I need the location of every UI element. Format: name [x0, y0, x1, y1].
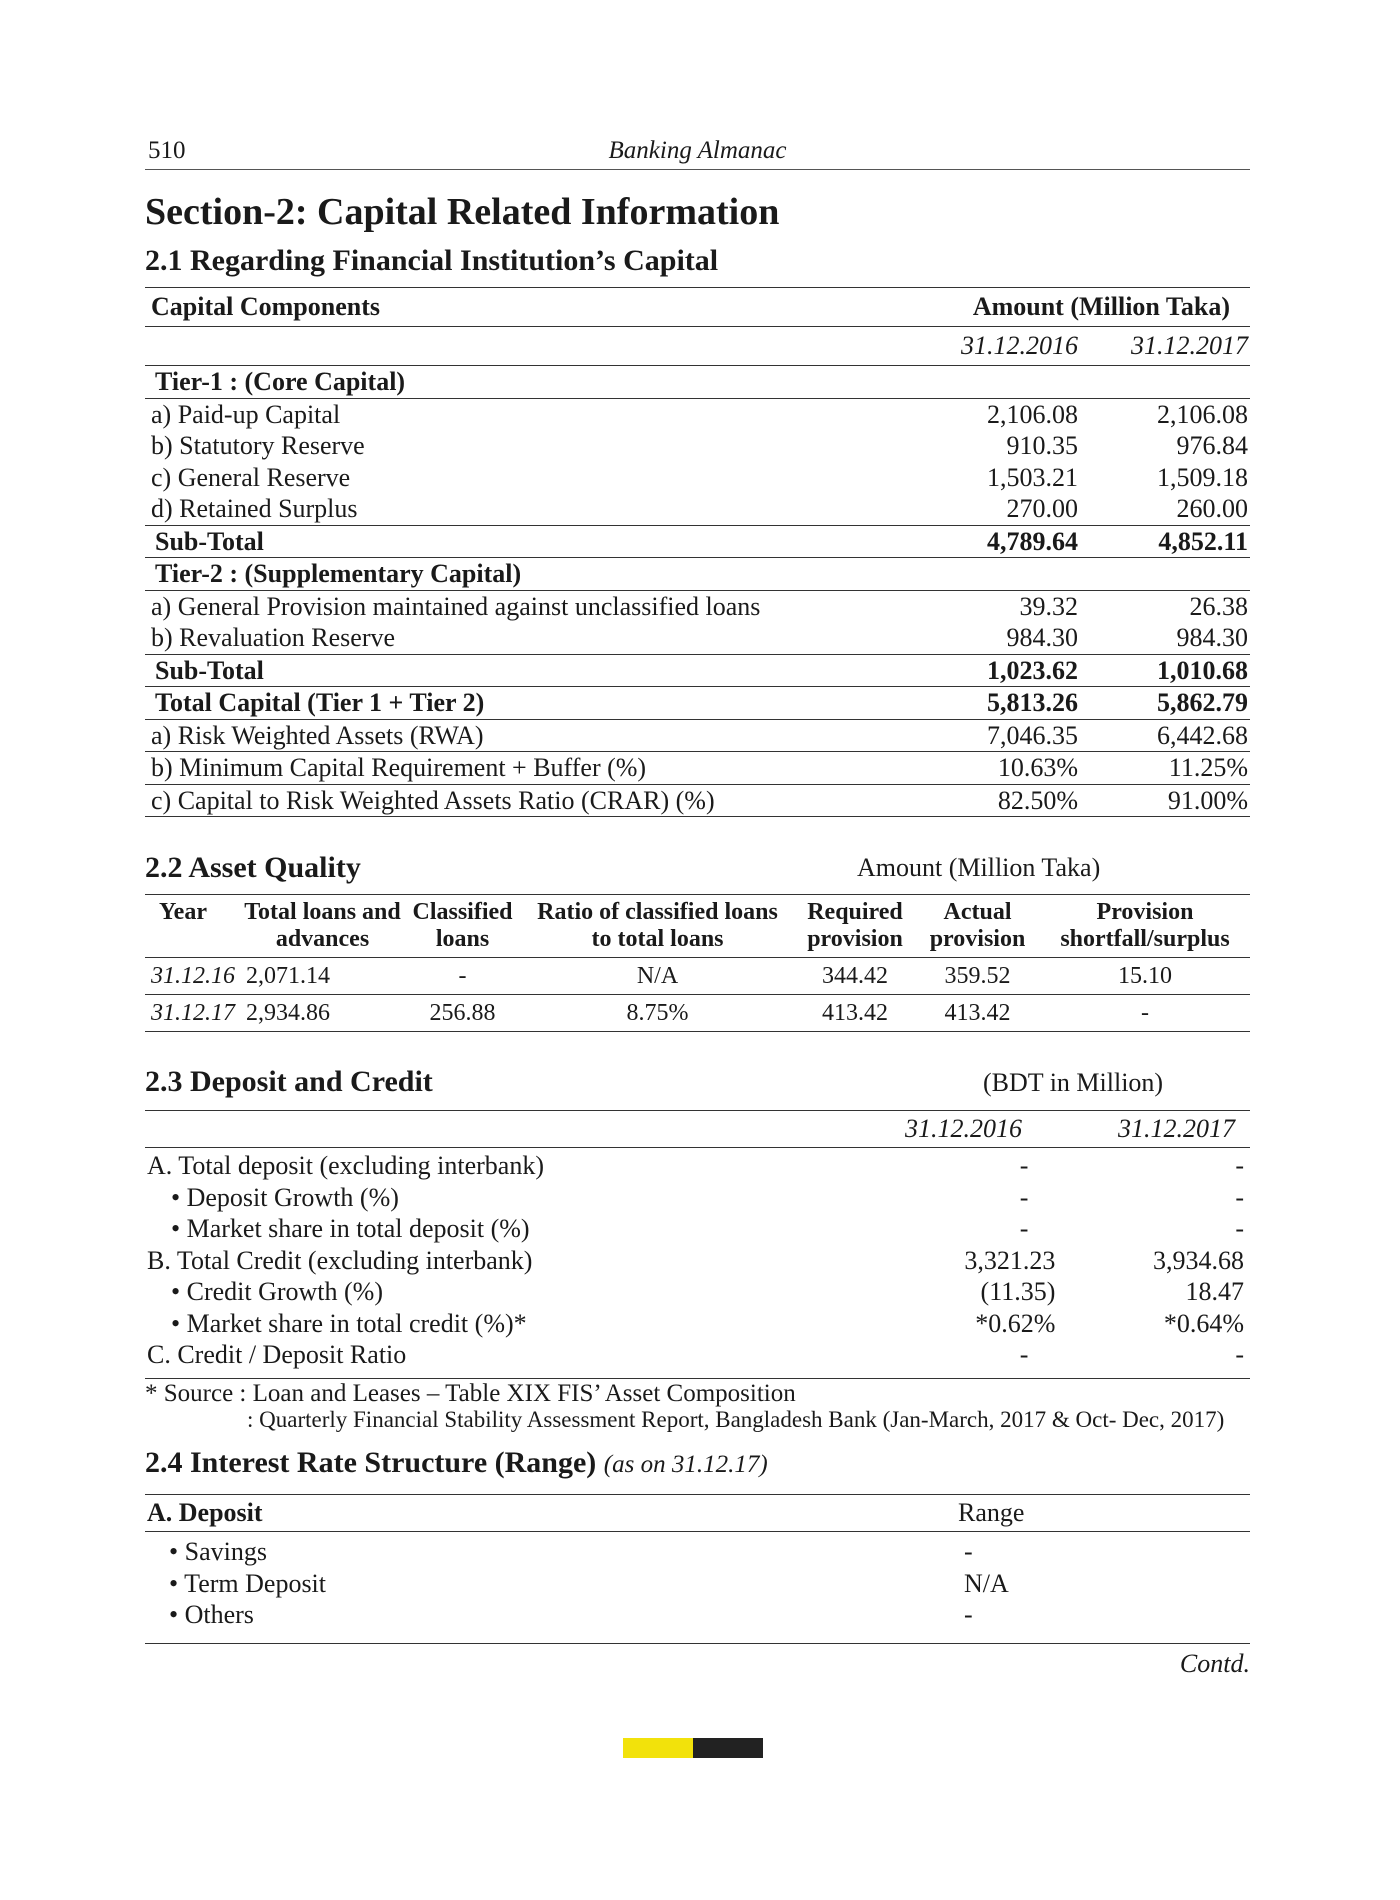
dc-value-2017: *0.64% [1163, 1308, 1244, 1338]
ratio-rows [145, 719, 1250, 817]
capital-table [145, 287, 1250, 817]
deposit-credit-row [145, 1308, 1250, 1340]
ratio-row [145, 719, 1250, 752]
deposit-credit-row [145, 1150, 1250, 1182]
aq-classified: 256.88 [405, 995, 520, 1032]
tier1-row [145, 462, 1250, 494]
dc-label: • Deposit Growth (%) [171, 1182, 399, 1212]
asset-quality-table [145, 894, 1250, 1032]
asset-quality-row [145, 958, 1250, 995]
aq-ratio: 8.75% [520, 995, 795, 1032]
dc-value-2016: - [1019, 1214, 1029, 1244]
interest-rate-row [145, 1568, 1250, 1600]
tier2-label: Tier-2 : (Supplementary Capital) [145, 558, 915, 591]
dc-value-2016: - [1019, 1182, 1029, 1212]
dc-label: • Market share in total credit (%)* [171, 1308, 527, 1338]
dc-label: A. Total deposit (excluding interbank) [147, 1151, 544, 1181]
asset-quality-row [145, 995, 1250, 1032]
source-note-line1: * Source : Loan and Leases – Table XIX FIS’ Asset Composition [145, 1380, 796, 1407]
aq-year: 31.12.17 [145, 995, 240, 1032]
aq-ratio: N/A [520, 958, 795, 995]
ratio-label: b) Minimum Capital Requirement + Buffer (%) [145, 752, 915, 785]
deposit-credit-row [145, 1339, 1250, 1371]
interest-rate-note: (as on 31.12.17) [603, 1451, 768, 1478]
aq-col-classified: Classified loans [405, 895, 520, 958]
ratio-value-2016: 7,046.35 [915, 719, 1080, 752]
aq-col-year: Year [145, 895, 240, 958]
ir-label: • Savings [169, 1537, 267, 1567]
interest-rate-heading: 2.4 Interest Rate Structure (Range) (as on 31.12.17) [145, 1446, 768, 1479]
tier2-label: b) Revaluation Reserve [145, 622, 915, 654]
ir-label: • Others [169, 1600, 254, 1630]
dc-value-2017: - [1235, 1151, 1244, 1181]
tier1-value-2017: 2,106.08 [1157, 399, 1248, 429]
total-capital-2017: 5,862.79 [1080, 687, 1250, 720]
aq-loans: 2,071.14 [240, 958, 405, 995]
ratio-label: c) Capital to Risk Weighted Assets Ratio (CRAR) (%) [145, 784, 915, 817]
ir-label: • Term Deposit [169, 1568, 327, 1598]
tier1-value-2016: 1,503.21 [987, 462, 1078, 492]
dc-value-2016: 3,321.23 [964, 1245, 1056, 1275]
tier1-rows [145, 398, 1250, 525]
dc-label: B. Total Credit (excluding interbank) [147, 1245, 533, 1275]
ratio-value-2016: 82.50% [915, 784, 1080, 817]
page-number: 510 [148, 137, 186, 164]
aq-actual: 359.52 [915, 958, 1040, 995]
tier1-label: d) Retained Surplus [145, 493, 915, 525]
footer-bar-yellow [623, 1738, 693, 1758]
tier1-value-2016: 910.35 [1006, 431, 1078, 461]
capital-date-2017: 31.12.2017 [1080, 327, 1250, 366]
aq-shortfall: - [1040, 995, 1250, 1032]
deposit-credit-row [145, 1182, 1250, 1214]
tier2-value-2016: 39.32 [1019, 591, 1078, 621]
dc-label: C. Credit / Deposit Ratio [147, 1340, 407, 1370]
aq-required: 413.42 [795, 995, 915, 1032]
ratio-row [145, 784, 1250, 817]
dc-value-2017: 18.47 [1185, 1277, 1244, 1307]
tier1-subtotal-2017: 4,852.11 [1080, 525, 1250, 558]
tier2-subtotal-2016: 1,023.62 [915, 654, 1080, 687]
tier1-label: Tier-1 : (Core Capital) [145, 366, 915, 399]
tier1-label: a) Paid-up Capital [151, 399, 341, 429]
tier1-subtotal-label: Sub-Total [145, 525, 915, 558]
dc-value-2017: 3,934.68 [1153, 1245, 1244, 1275]
aq-classified: - [405, 958, 520, 995]
ir-col-deposit: A. Deposit [147, 1498, 263, 1527]
ratio-row [145, 752, 1250, 785]
aq-col-ratio: Ratio of classified loans to total loans [520, 895, 795, 958]
ir-range: - [964, 1600, 973, 1630]
aq-year: 31.12.16 [145, 958, 240, 995]
tier1-row [145, 493, 1250, 525]
deposit-credit-date-header [145, 1110, 1250, 1148]
tier1-row [145, 398, 1250, 430]
interest-rate-row [145, 1599, 1250, 1631]
aq-actual: 413.42 [915, 995, 1040, 1032]
dc-value-2017: - [1235, 1340, 1244, 1370]
tier1-value-2017: 976.84 [1176, 431, 1248, 461]
deposit-credit-heading: 2.3 Deposit and Credit [145, 1065, 433, 1098]
tier2-value-2017: 984.30 [1080, 622, 1250, 654]
dc-value-2016: - [1019, 1151, 1029, 1181]
tier1-value-2016: 270.00 [915, 493, 1080, 525]
tier2-label: a) General Provision maintained against unclassified loans [151, 591, 761, 621]
running-header [145, 135, 1250, 170]
tier1-value-2017: 1,509.18 [1157, 462, 1248, 492]
deposit-credit-rows [145, 1150, 1250, 1371]
asset-quality-rows [145, 958, 1250, 1032]
tier2-rows [145, 590, 1250, 654]
ratio-value-2017: 11.25% [1080, 752, 1250, 785]
deposit-credit-unit: (BDT in Million) [983, 1068, 1164, 1097]
dc-label: • Market share in total deposit (%) [171, 1214, 530, 1244]
section-title: Section-2: Capital Related Information [145, 191, 780, 233]
interest-rate-header [145, 1494, 1250, 1532]
aq-col-actual: Actual provision [915, 895, 1040, 958]
capital-date-2016: 31.12.2016 [915, 327, 1080, 366]
interest-rate-table [145, 1536, 1250, 1631]
interest-rate-row [145, 1536, 1250, 1568]
aq-required: 344.42 [795, 958, 915, 995]
deposit-credit-row [145, 1276, 1250, 1308]
dc-label: • Credit Growth (%) [171, 1277, 383, 1307]
dc-value-2017: - [1235, 1214, 1244, 1244]
contd-label: Contd. [1179, 1649, 1250, 1678]
tier1-label: c) General Reserve [151, 462, 351, 492]
tier2-subtotal-2017: 1,010.68 [1080, 654, 1250, 687]
dc-value-2016: - [1019, 1340, 1029, 1370]
ir-range: - [964, 1537, 973, 1567]
aq-shortfall: 15.10 [1040, 958, 1250, 995]
tier2-subtotal-label: Sub-Total [145, 654, 915, 687]
aq-col-loans: Total loans and advances [240, 895, 405, 958]
asset-quality-heading: 2.2 Asset Quality [145, 851, 361, 884]
deposit-credit-row [145, 1213, 1250, 1245]
dc-date-2016: 31.12.2016 [905, 1114, 1022, 1143]
aq-col-required: Required provision [795, 895, 915, 958]
source-note-line2: : Quarterly Financial Stability Assessment Report, Bangladesh Bank (Jan-March, 2017 & Oct- Dec, 2017) [247, 1407, 1225, 1432]
ir-col-range: Range [958, 1498, 1025, 1527]
tier1-subtotal-2016: 4,789.64 [915, 525, 1080, 558]
running-title: Banking Almanac [608, 137, 787, 164]
tier1-row [145, 430, 1250, 462]
ir-range: N/A [964, 1568, 1009, 1598]
interest-rate-rows [145, 1536, 1250, 1631]
ratio-value-2017: 91.00% [1080, 784, 1250, 817]
capital-heading: 2.1 Regarding Financial Institution’s Capital [145, 244, 719, 277]
dc-date-2017: 31.12.2017 [1118, 1114, 1235, 1143]
dc-value-2017: - [1235, 1182, 1244, 1212]
total-capital-2016: 5,813.26 [915, 687, 1080, 720]
total-capital-label: Total Capital (Tier 1 + Tier 2) [145, 687, 915, 720]
tier2-value-2017: 26.38 [1189, 591, 1248, 621]
capital-amount-header: Amount (Million Taka) [915, 288, 1250, 327]
ratio-value-2016: 10.63% [915, 752, 1080, 785]
ratio-label: a) Risk Weighted Assets (RWA) [145, 719, 915, 752]
capital-components-header: Capital Components [145, 288, 915, 327]
dc-value-2016: *0.62% [975, 1308, 1056, 1338]
tier1-value-2016: 2,106.08 [987, 399, 1078, 429]
aq-loans: 2,934.86 [240, 995, 405, 1032]
footer-bar-black [693, 1738, 763, 1758]
deposit-credit-table [145, 1150, 1250, 1371]
dc-value-2016: (11.35) [980, 1277, 1056, 1307]
tier2-row [145, 622, 1250, 654]
aq-col-shortfall: Provision shortfall/surplus [1040, 895, 1250, 958]
deposit-credit-bottom-rule [145, 1378, 1250, 1379]
interest-rate-bottom-rule [145, 1643, 1250, 1644]
asset-quality-unit: Amount (Million Taka) [857, 853, 1101, 882]
deposit-credit-row [145, 1245, 1250, 1277]
tier2-value-2016: 984.30 [915, 622, 1080, 654]
tier1-label: b) Statutory Reserve [151, 431, 365, 461]
tier2-row [145, 590, 1250, 622]
ratio-value-2017: 6,442.68 [1080, 719, 1250, 752]
tier1-value-2017: 260.00 [1080, 493, 1250, 525]
